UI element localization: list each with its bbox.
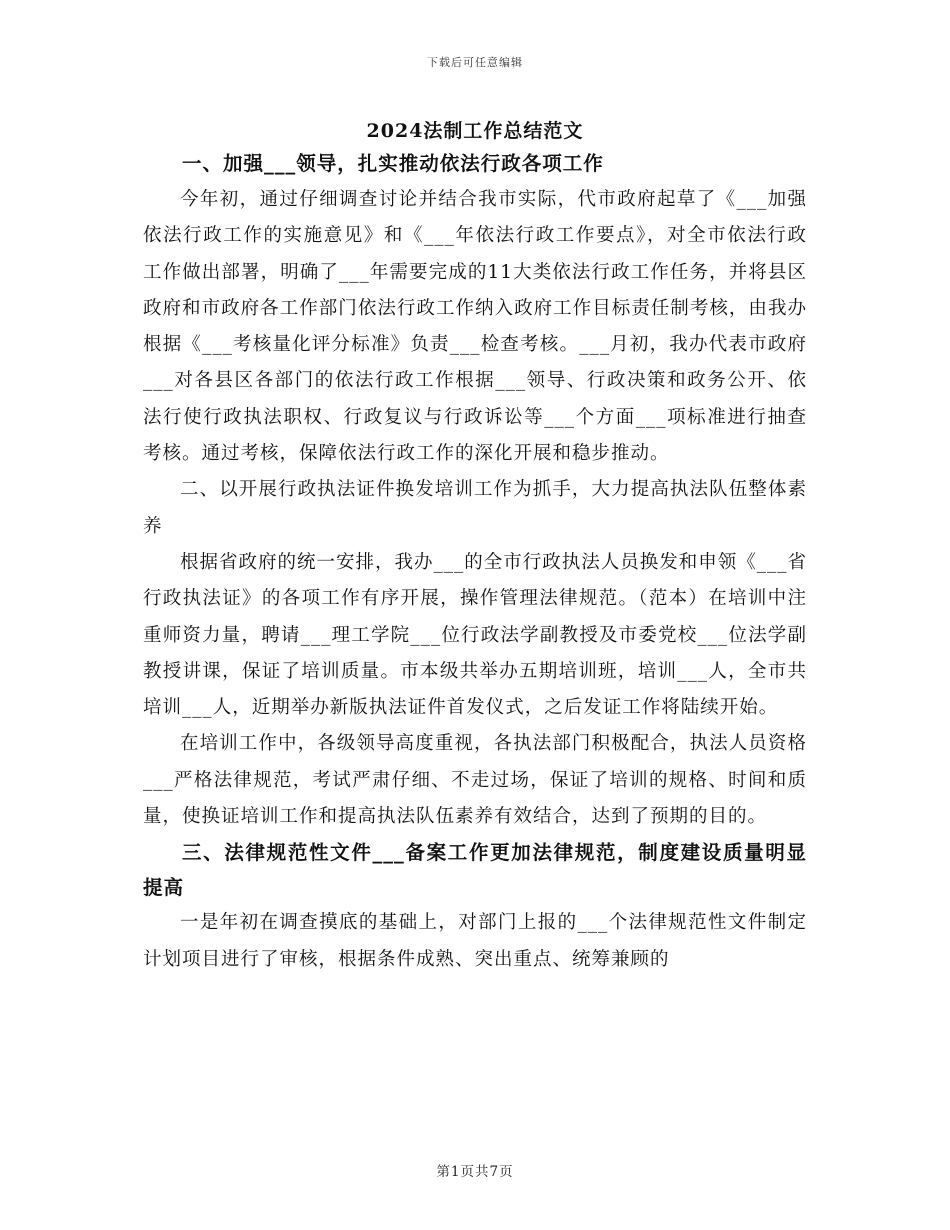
- header-note: 下载后可任意编辑: [427, 56, 523, 69]
- paragraph-3: 在培训工作中，各级领导高度重视，各执法部门积极配合，执法人员资格___严格法律规范，考试严肃仔细、不走过场，保证了培训的规格、时间和质量，使换证培训工作和提高执法队伍素养有效结合，达到了预期的目的。: [143, 733, 807, 828]
- paragraph-4: 一是年初在调查摸底的基础上，对部门上报的___个法律规范性文件制定计划项目进行了审核，根据条件成熟、突出重点、统筹兼顾的: [143, 912, 807, 970]
- document-body: [143, 146, 807, 978]
- page-number: 第1页共7页: [436, 1164, 514, 1180]
- section-heading-1: 一、加强___领导，扎实推动依法行政各项工作: [182, 152, 604, 175]
- document-title: 2024法制工作总结范文: [366, 120, 584, 142]
- paragraph-1: 今年初，通过仔细调查讨论并结合我市实际，代市政府起草了《___加强依法行政工作的实施意见》和《___年依法行政工作要点》，对全市依法行政工作做出部署，明确了___年需要完成的11大类依法行政工作任务，并将县区政府和市政府各工作部门依法行政工作纳入政府工作目标责任制考核，由我办根据《___考核量化评分标准》负责___检查考核。___月初，我办代表市政府___对各县区各部门的依法行政工作根据___领导、行政决策和政务公开、依法行使行政执法职权、行政复议与行政诉讼等___个方面___项标准进行抽查考核。通过考核，保障依法行政工作的深化开展和稳步推动。: [143, 189, 807, 465]
- section-heading-2: 二、以开展行政执法证件换发培训工作为抓手，大力提高执法队伍整体素养: [143, 479, 807, 537]
- section-heading-3: 三、法律规范性文件___备案工作更加法律规范，制度建设质量明显提高: [143, 841, 807, 900]
- paragraph-2: 根据省政府的统一安排，我办___的全市行政执法人员换发和申领《___省行政执法证》的各项工作有序开展，操作管理法律规范。（范本）在培训中注重师资力量，聘请___理工学院___位行政法学副教授及市委党校___位法学副教授讲课，保证了培训质量。市本级共举办五期培训班，培训___人，全市共培训___人，近期举办新版执法证件首发仪式，之后发证工作将陆续开始。: [143, 551, 808, 719]
